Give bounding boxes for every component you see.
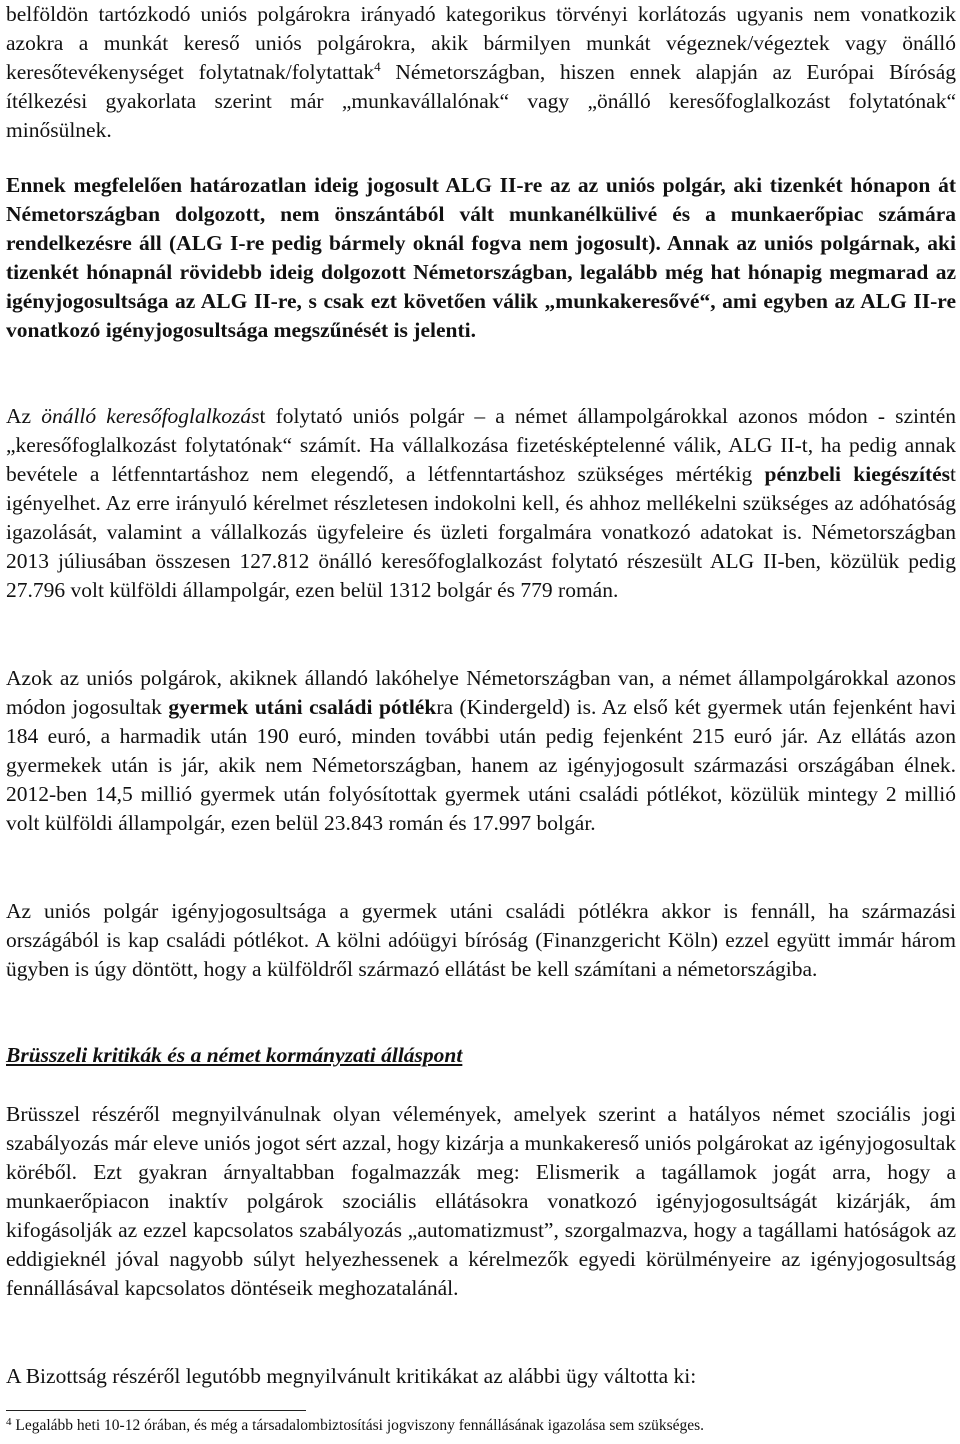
paragraph-1 [6, 0, 956, 145]
section-heading: Brüsszeli kritikák és a német kormányzati álláspont [6, 1043, 463, 1067]
paragraph-3 [6, 402, 956, 605]
paragraph-2-text: Ennek megfelelően határozatlan ideig jogosult ALG II-re az az uniós polgár, aki tizenkét hónapon át Németországban dolgozott, nem önszántából vált munkanélkülivé és a munkaerőpiac számára rendelkezésre áll (ALG I-re pedig bármely oknál fogva nem jogosult). Annak az uniós polgárnak, aki tizenkét hónapnál rövidebb ideig dolgozott Németországban, legalább még hat hónapig megmarad az igényjogosultsága az ALG II-re, s csak ezt követően válik „munkakeresővé“, ami egyben az ALG II-re vonatkozó igényjogosultsága megszűnését is jelenti. [6, 173, 956, 342]
paragraph-2 [6, 171, 956, 345]
paragraph-7 [6, 1362, 956, 1391]
paragraph-7-text: A Bizottság részéről legutóbb megnyilvánult kritikákat az alábbi ügy váltotta ki: [6, 1364, 697, 1388]
paragraph-5 [6, 897, 956, 984]
paragraph-4 [6, 664, 956, 838]
footnote-text: Legalább heti 10-12 órában, és még a társadalombiztosítási jogviszony fennállásának igazolása sem szükséges. [11, 1417, 705, 1434]
paragraph-6 [6, 1100, 956, 1303]
paragraph-1-text-b: Németországban, hiszen ennek alapján az Európai Bíróság ítélkezési gyakorlata szerint már „munkavállalónak“ vagy „önálló keresőfoglalkozást folytatónak“ minősülnek. [6, 60, 956, 142]
paragraph-4-text-b: ra (Kindergeld) is. Az első két gyermek után fejenként havi 184 euró, a harmadik után 190 euró, minden további után pedig fejenként 215 euró jár. Az ellátás azon gyermekek után is jár, akik nem Németországban, hanem az igényjogosult származási országában élnek. 2012-ben 14,5 millió gyermek után folyósítottak gyermek utáni családi pótlékot, közülük mintegy 2 millió volt külföldi állampolgár, ezen belül 23.843 román és 17.997 bolgár. [6, 695, 956, 835]
paragraph-5-text: Az uniós polgár igényjogosultsága a gyermek utáni családi pótlékra akkor is fennáll, ha származási országából is kap családi pótlékot. A kölni adóügyi bíróság (Finanzgericht Köln) ezzel együtt immár három ügyben is úgy döntött, hogy a külföldről származó ellátást be kell számítani a németországiba. [6, 899, 956, 981]
paragraph-3-text-a: Az [6, 404, 42, 428]
paragraph-3-italic: önálló keresőfoglalkozás [41, 404, 260, 428]
paragraph-3-text-b: t folytató uniós polgár – a német állampolgárokkal azonos módon - szintén „keresőfoglalkozást folytatónak“ számít. Ha vállalkozása fizetésképtelenné válik, ALG II-t, ha pedig annak bevétele a létfenntartáshoz nem elegendő, a létfenntartáshoz szükséges mértékig [6, 404, 957, 486]
paragraph-4-text-a: Azok az uniós polgárok, akiknek állandó lakóhelye Németországban van, a német állampolgárokkal azonos módon jogosultak [6, 666, 956, 719]
paragraph-3-bold: pénzbeli kiegészítés [764, 462, 951, 486]
paragraph-6-text: Brüsszel részéről megnyilvánulnak olyan vélemények, amelyek szerint a hatályos német szociális jogi szabályozás már eleve uniós jogot sért azzal, hogy kizárja a munkakereső uniós polgárokat az igényjogosultak köréből. Ezt gyakran árnyaltabban fogalmazzák meg: Elismerik a tagállamok jogát arra, hogy a munkaerőpiacon inaktív polgárok szociális ellátásokra vonatkozó igényjogosultságát kizárják, ám kifogásolják az ezzel kapcsolatos szabályozás „automatizmust”, szorgalmazva, hogy a tagállami hatóságok az eddigieknél jóval nagyobb súlyt helyezhessenek a kérelmezők egyedi körülményeire az igényjogosultság fennállásával kapcsolatos döntéseik meghozatalánál. [6, 1102, 956, 1300]
footnote-separator [6, 1410, 306, 1411]
paragraph-1-text-a: belföldön tartózkodó uniós polgárokra irányadó kategorikus törvényi korlátozás ugyanis nem vonatkozik azokra a munkát kereső uniós polgárokra, akik bármilyen munkát végeznek/végeztek vagy önálló keresőtevékenységet folytatnak/folytattak [6, 2, 956, 84]
paragraph-4-bold: gyermek utáni családi pótlék [168, 695, 437, 719]
footnote-number: 4 [6, 1416, 12, 1428]
paragraph-3-text-c: t igényelhet. Az erre irányuló kérelmet részletesen indokolni kell, és ahhoz mellékelni szükséges az adóhatóság igazolását, valamint a vállalkozás ügyfeleire és üzleti forgalmára vonatkozó adatokat is. Németországban 2013 júliusában összesen 127.812 önálló keresőfoglalkozást folytató részesült ALG II-ben, közülük pedig 27.796 volt külföldi állampolgár, ezen belül 1312 bolgár és 779 román. [6, 462, 956, 602]
footnote [6, 1416, 956, 1436]
footnote-ref-4[interactable]: 4 [374, 59, 381, 74]
